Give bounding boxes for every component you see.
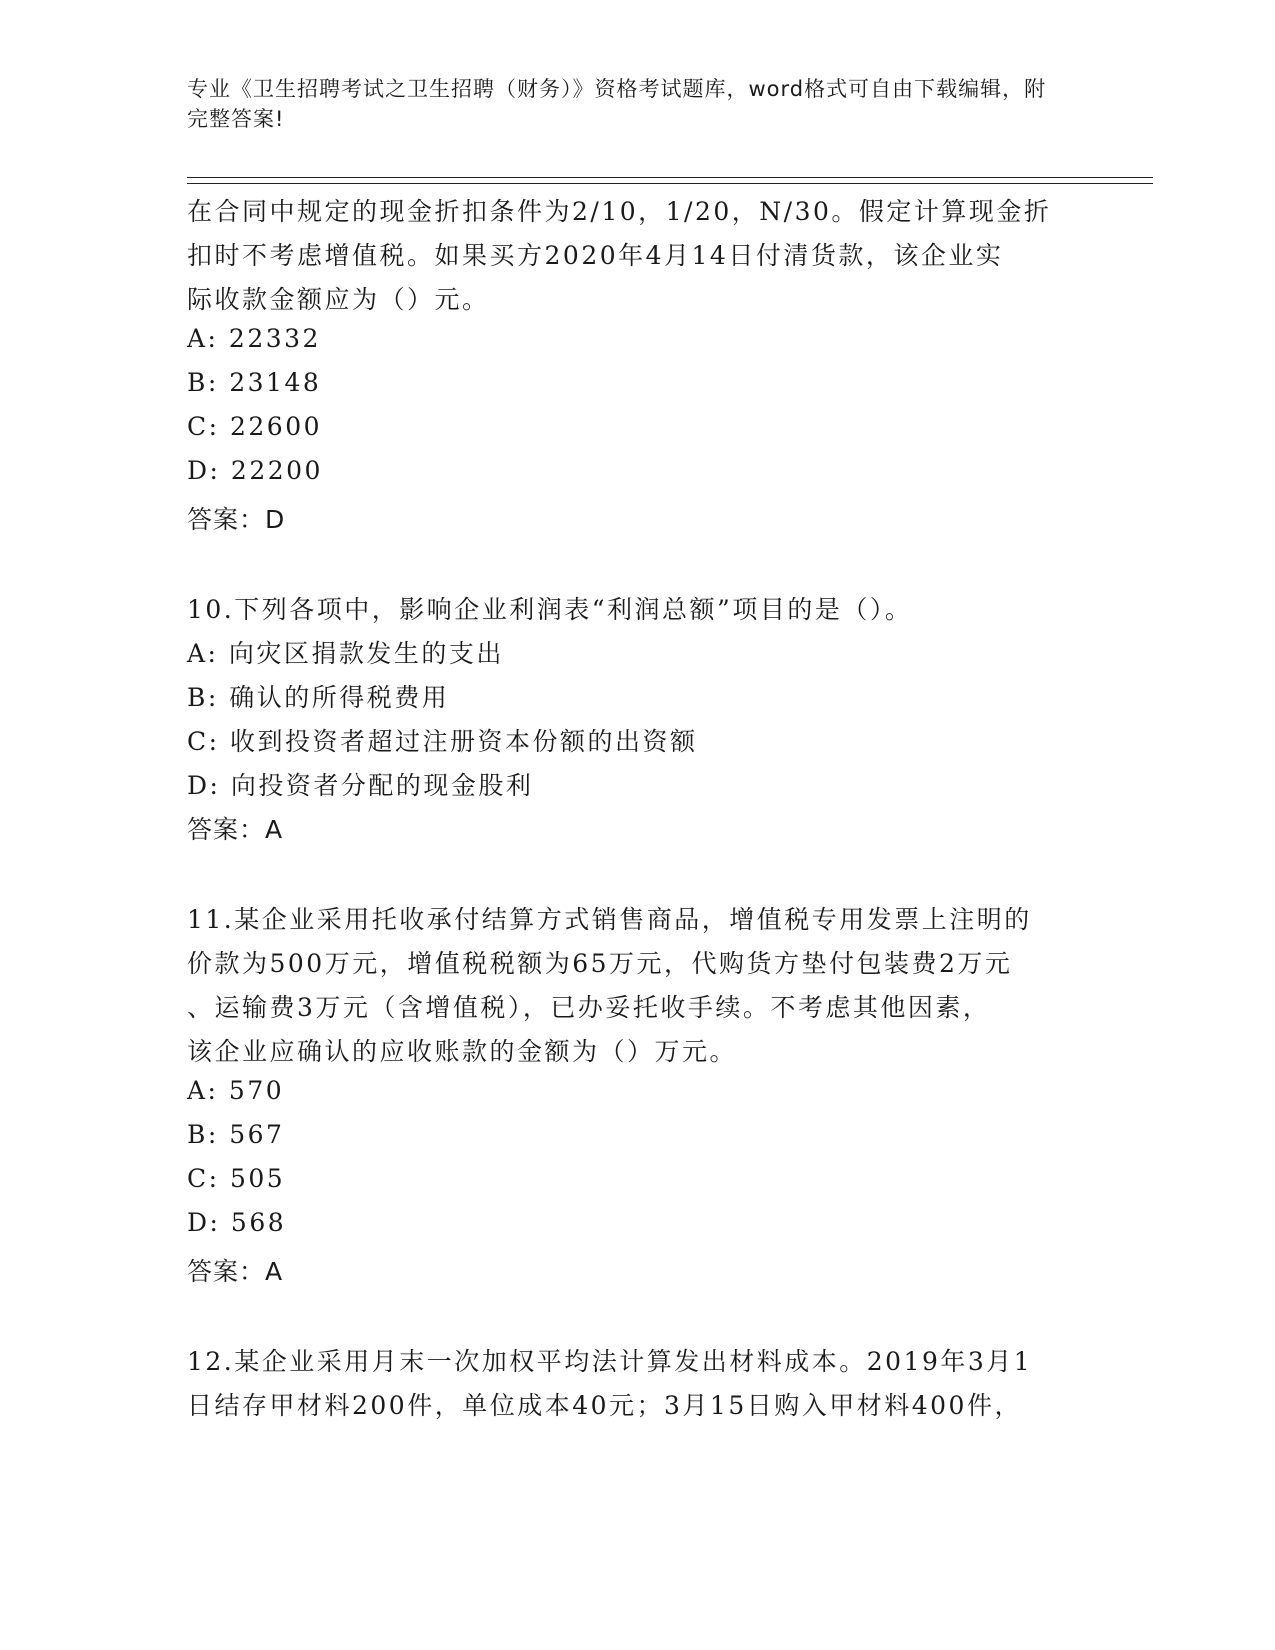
- q12-stem-line: 日结存甲材料200件，单位成本40元；3月15日购入甲材料400件，: [187, 1391, 1022, 1420]
- q11-option-b: B: 567: [187, 1120, 285, 1149]
- q9-answer: 答案：D: [187, 505, 286, 534]
- q9-stem-line: 际收款金额应为（）元。: [187, 285, 490, 314]
- q10-option-b: B: 确认的所得税费用: [187, 683, 450, 712]
- document-header: 专业《卫生招聘考试之卫生招聘（财务）》资格考试题库，word格式可自由下载编辑，附完整答案!: [187, 77, 1047, 131]
- q11-answer: 答案：A: [187, 1257, 284, 1286]
- q10-option-c: C: 收到投资者超过注册资本份额的出资额: [187, 727, 698, 756]
- q9-option-c: C: 22600: [187, 412, 323, 441]
- q10-stem-line: 10.下列各项中，影响企业利润表“利润总额”项目的是（）。: [187, 595, 913, 624]
- q10-option-d: D: 向投资者分配的现金股利: [187, 771, 534, 800]
- q9-stem-line: 扣时不考虑增值税。如果买方2020年4月14日付清货款，该企业实: [187, 241, 1004, 270]
- q12-stem-line: 12.某企业采用月末一次加权平均法计算发出材料成本。2019年3月1: [187, 1347, 1033, 1376]
- header-divider-bottom: [187, 183, 1153, 184]
- q11-option-a: A: 570: [187, 1076, 285, 1105]
- q11-stem-line: 价款为500万元，增值税税额为65万元，代购货方垫付包装费2万元: [187, 949, 1013, 978]
- header-divider-top: [187, 177, 1153, 178]
- q9-option-a: A: 22332: [187, 324, 321, 353]
- q11-option-d: D: 568: [187, 1208, 287, 1237]
- q10-option-a: A: 向灾区捐款发生的支出: [187, 639, 504, 668]
- q10-answer: 答案：A: [187, 815, 284, 844]
- q11-stem-line: 11.某企业采用托收承付结算方式销售商品，增值税专用发票上注明的: [187, 905, 1032, 934]
- q11-stem-line: 该企业应确认的应收账款的金额为（）万元。: [187, 1037, 738, 1066]
- q9-option-d: D: 22200: [187, 456, 323, 485]
- q11-stem-line: 、运输费3万元（含增值税），已办妥托收手续。不考虑其他因素，: [187, 993, 991, 1022]
- q11-option-c: C: 505: [187, 1164, 286, 1193]
- q9-stem-line: 在合同中规定的现金折扣条件为2/10，1/20，N/30。假定计算现金折: [187, 197, 1052, 226]
- q9-option-b: B: 23148: [187, 368, 322, 397]
